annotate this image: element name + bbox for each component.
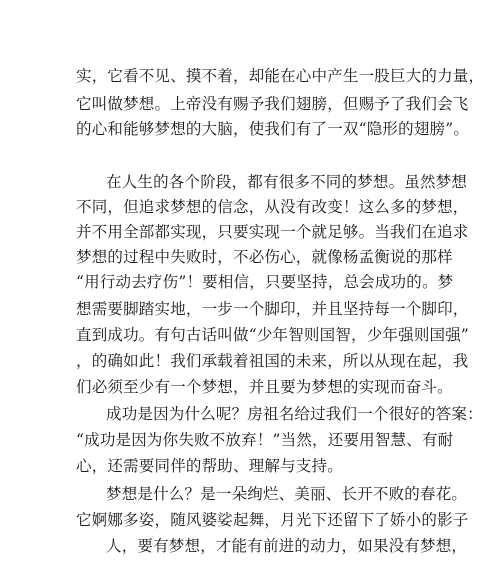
text-line: “成功是因为你失败不放弃！”当然，还要用智慧、有耐 (76, 431, 454, 449)
text-line: 不同，但追求梦想的信念，从没有改变！这么多的梦想， (76, 198, 469, 216)
text-line: 直到成功。有句古话叫做“少年智则国智，少年强则国强” (76, 326, 470, 344)
paragraph-first-line: 梦想是什么？是一朵绚烂、美丽、长开不败的春花。 (106, 485, 468, 503)
text-line: ，的确如此！我们承载着祖国的未来，所以从现在起，我 (76, 352, 469, 370)
text-line: 心，还需要同伴的帮助、理解与支持。 (76, 457, 343, 475)
text-line: 们必须至少有一个梦想，并且要为梦想的实现而奋斗。 (76, 378, 453, 396)
text-line: 实，它看不见、摸不着，却能在心中产生一股巨大的力量， (76, 67, 485, 85)
text-line: 想需要脚踏实地，一步一个脚印，并且坚持每一个脚印， (76, 300, 469, 318)
text-line: 它婀娜多姿，随风婆娑起舞，月光下还留下了娇小的影子 (76, 511, 469, 529)
text-line: 的心和能够梦想的大脑，使我们有了一双“隐形的翅膀”。 (76, 120, 470, 138)
paragraph-first-line: 成功是因为什么呢？房祖名给过我们一个很好的答案： (106, 405, 483, 423)
text-line: “用行动去疗伤”！要相信，只要坚持，总会成功的。梦 (76, 273, 454, 291)
text-line: 梦想的过程中失败时，不必伤心，就像杨孟衡说的那样 (76, 248, 453, 266)
text-line: 它叫做梦想。上帝没有赐予我们翅膀，但赐予了我们会飞 (76, 95, 469, 113)
text-line: 并不用全部都实现，只要实现一个就足够。当我们在追求 (76, 223, 469, 241)
text-line: 人，要有梦想，才能有前进的动力，如果没有梦想， (106, 537, 468, 555)
paragraph-first-line: 在人生的各个阶段，都有很多不同的梦想。虽然梦想 (106, 173, 468, 191)
